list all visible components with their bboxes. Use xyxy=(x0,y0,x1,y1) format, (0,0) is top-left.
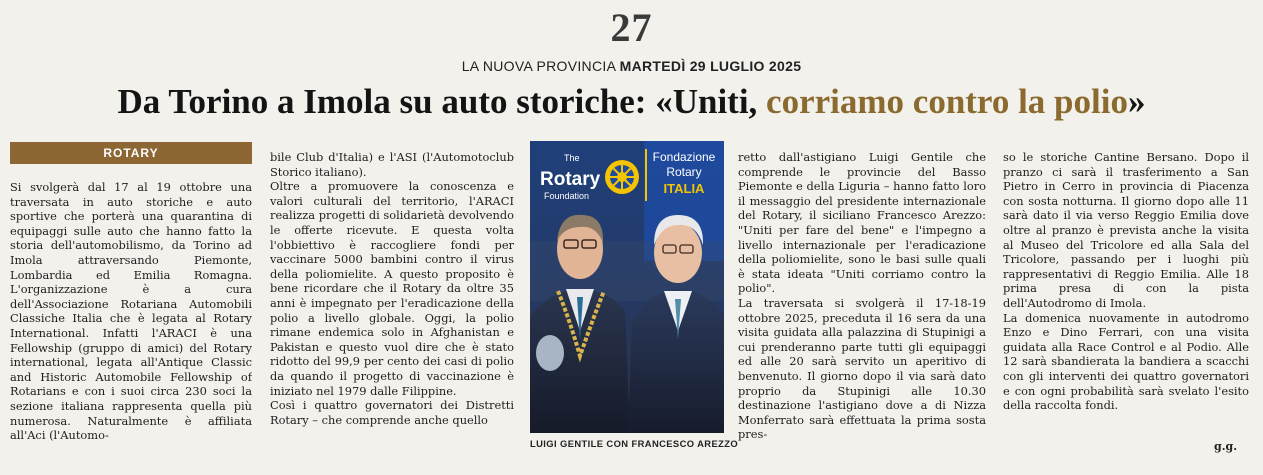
text-column-4 xyxy=(1003,150,1249,460)
section-label: ROTARY xyxy=(10,142,252,164)
author-signature: g.g. xyxy=(1214,440,1238,453)
rotary-wheel-icon xyxy=(605,160,639,194)
paragraph: La traversata si svolgerà il 17-18-19 ottobre 2025, preceduta il 16 sera da una visita guidata alla palazzina di Stupinigi a cui prenderanno parte tutti gli equipaggi ed alle 20 sarà servito un aperitivo di benvenuto. Il giorno dopo il via sarà dato proprio da Stupinigi alle 10.30 destinazione l'astigiano dove a di Nizza Monferrato sarà effettuata la prima sosta pres- xyxy=(738,295,986,442)
folio-line xyxy=(0,58,1263,74)
logo-rotary: Rotary xyxy=(540,169,601,190)
paragraph: bile Club d'Italia) e l'ASI (l'Automotoclub Storico italiano). xyxy=(270,150,514,179)
headline-part-1: Da Torino a Imola su auto storiche: «Uniti, xyxy=(117,82,767,121)
headline-accent: corriamo contro la polio xyxy=(766,82,1128,121)
article-photo xyxy=(530,141,724,433)
banner-line-3: ITALIA xyxy=(663,181,705,196)
text-column-3 xyxy=(738,150,986,460)
paragraph: Oltre a promuovere la conoscenza e valori culturali del territorio, l'ARACI realizza progetti di solidarietà devolvendo le offerte ricevute. E questa volta l'obbiettivo è raccogliere fondi per vaccinare 5000 bambini contro il virus della poliomielite. A questo proposito è bene ricordare che il Rotary da oltre 35 anni è impegnato per l'eradicazione della polio a livello globale. Oggi, la polio rimane endemica solo in Afghanistan e Pakistan e questo vuol dire che è stato ridotto del 99,9 per cento dei casi di polio da quando il progetto di vaccinazione è iniziato nel 1979 dalle Filippine. xyxy=(270,179,514,398)
paragraph: Si svolgerà dal 17 al 19 ottobre una traversata in auto storiche e auto sportive che porterà una quarantina di equipaggi sulle auto che hanno fatto la storia dell'automobilismo, da Torino ad Imola attraversando Piemonte, Lombardia ed Emilia Romagna. L'organizzazione è a cura dell'Associazione Rotariana Automobili Classiche Italia che è legata al Rotary International. Infatti l'ARACI è una Fellowship (gruppo di amici) del Rotary international, legata all'Antique Classic and Historic Automobile Fellowship of Rotarians e con i suoi circa 230 soci la sezione italiana rappresenta quella più numerosa. Naturalmente è affiliata all'Aci (l'Automo- xyxy=(10,180,252,443)
photo-caption: LUIGI GENTILE CON FRANCESCO AREZZO xyxy=(530,438,739,449)
headline-part-3: » xyxy=(1127,82,1146,121)
text-column-2 xyxy=(270,150,514,460)
page-number: 27 xyxy=(610,5,653,50)
logo-the: The xyxy=(564,153,580,163)
paragraph: retto dall'astigiano Luigi Gentile che comprende le provincie del Basso Piemonte e della Liguria – hanno fatto loro il messaggio del presidente internazionale del Rotary, il siciliano Francesco Arezzo: "Uniti per fare del bene" e l'impegno a livello internazionale per l'eradicazione della poliomielite, sono le basi sulle quali è stata ideata "Uniti corriamo contro la polio". xyxy=(738,150,986,296)
text-column-1 xyxy=(10,180,252,460)
paragraph: so le storiche Cantine Bersano. Dopo il pranzo ci sarà il trasferimento a San Pietro in Cerro in provincia di Piacenza con sosta notturna. Il giorno dopo alle 11 sarà dato il via verso Reggio Emilia dove oltre al pranzo è prevista anche la visita al Museo del Tricolore ed alla Sala del Tricolore, passando per i luoghi più rappresentativi di Reggio Emilia. Alle 18 prima presa di con la pista dell'Autodromo di Imola. xyxy=(1003,150,1249,310)
banner-line-1: Fondazione xyxy=(652,150,716,164)
issue-date: MARTEDÌ 29 LUGLIO 2025 xyxy=(619,58,802,74)
banner-line-2: Rotary xyxy=(666,165,702,179)
paragraph: La domenica nuovamente in autodromo Enzo e Dino Ferrari, con una visita guidata alla Race Control e al Podio. Alle 12 sarà sbandierata la bandiera a scacchi con gli interventi dei quattro governatori e con ogni probabilità sarà svelato l'esito della raccolta fondi. xyxy=(1003,310,1249,413)
publication-name: LA NUOVA PROVINCIA xyxy=(461,58,616,74)
logo-foundation: Foundation xyxy=(544,191,590,201)
paragraph: Così i quattro governatori dei Distretti Rotary – che comprende anche quello xyxy=(270,398,514,427)
article-headline xyxy=(0,82,1263,122)
